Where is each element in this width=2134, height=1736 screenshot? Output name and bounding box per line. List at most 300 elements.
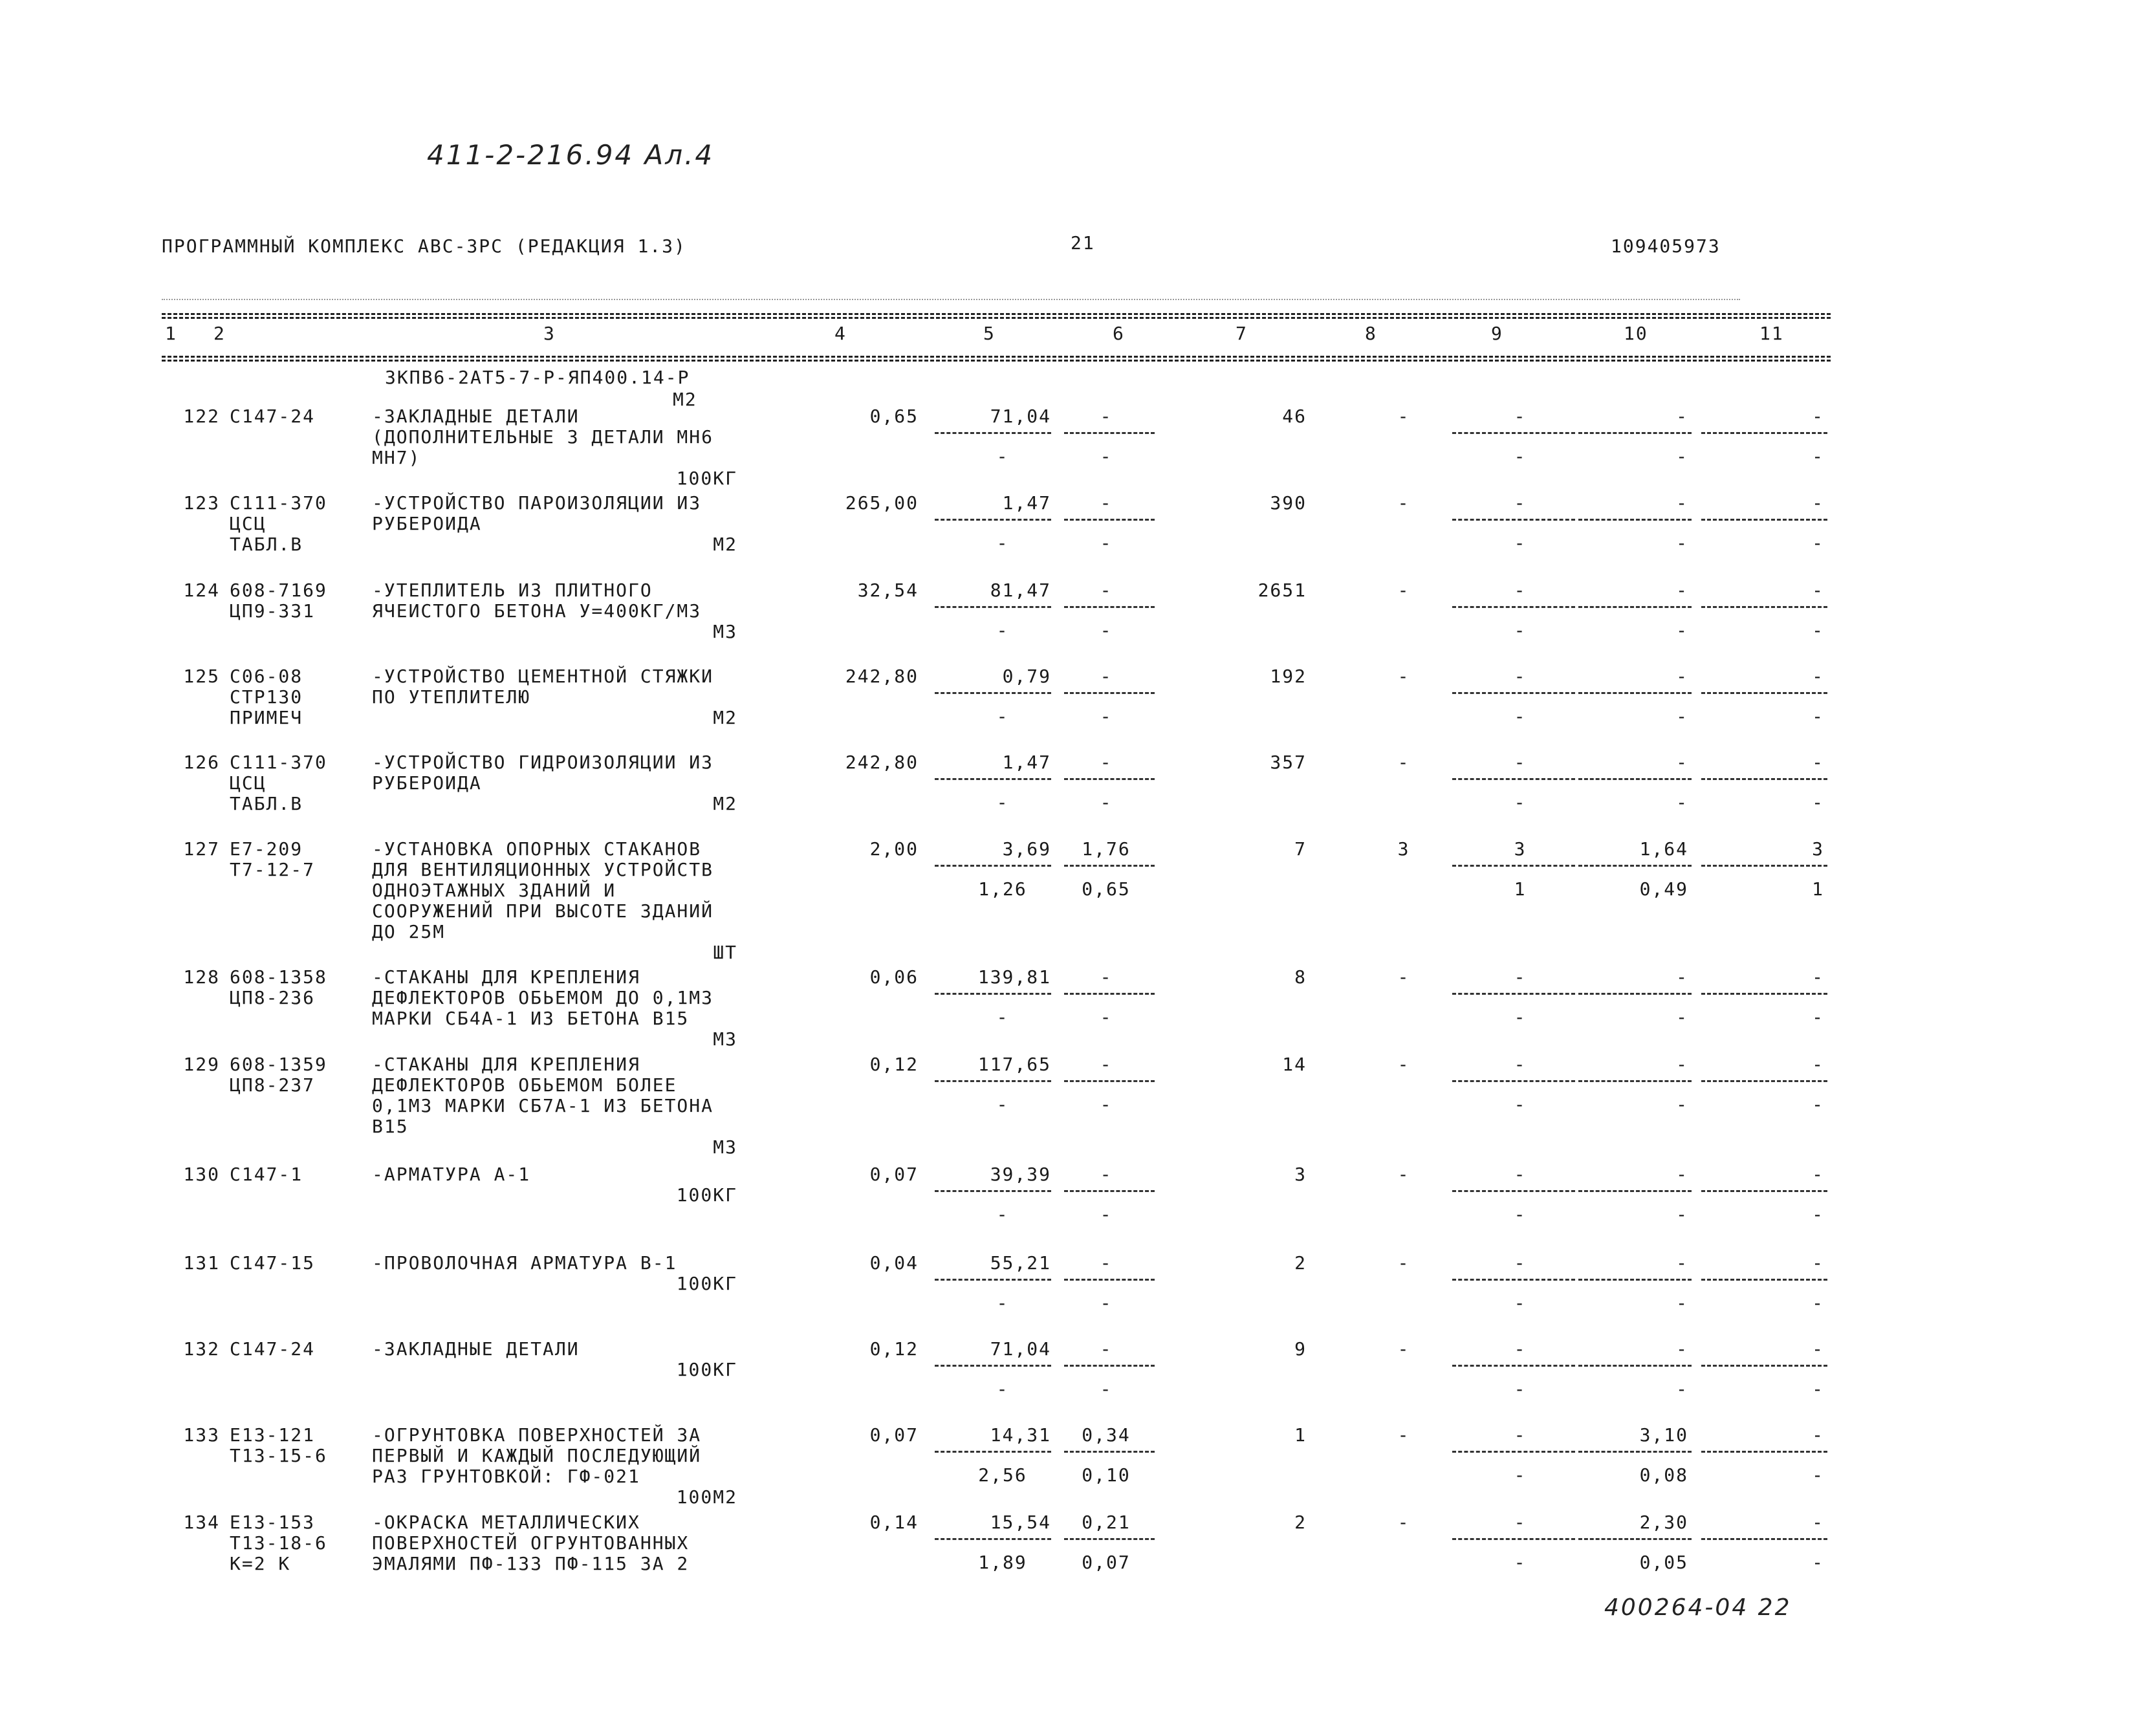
row-description: -ПРОВОЛОЧНАЯ АРМАТУРА В-1	[372, 1252, 677, 1274]
cell-col11-secondary: -	[1812, 1094, 1824, 1115]
underline-col5	[935, 606, 1051, 608]
row-number: 130	[183, 1164, 220, 1185]
underline-col9	[1452, 1538, 1575, 1540]
handwritten-doc-code: 411-2-216.94 Ал.4	[427, 139, 715, 171]
cell-col6-secondary: -	[1100, 706, 1113, 727]
cell-col6: 1,76	[1082, 838, 1131, 860]
cell-col9: -	[1514, 752, 1527, 773]
row-code: Т13-18-6	[230, 1532, 327, 1554]
cell-col11: -	[1812, 1424, 1824, 1446]
underline-col6	[1064, 993, 1155, 995]
cell-unit-price: 1,47	[1002, 492, 1051, 514]
cell-quantity: 0,14	[869, 1512, 919, 1533]
row-description: МН7)	[372, 447, 421, 468]
cell-col11: -	[1812, 1512, 1824, 1533]
underline-col9	[1452, 1451, 1575, 1453]
cell-col10-secondary: -	[1676, 1378, 1688, 1400]
cell-col11: -	[1812, 1252, 1824, 1274]
column-header-5: 5	[983, 323, 996, 344]
page-number: 21	[1071, 232, 1095, 254]
cell-col8: -	[1397, 1054, 1410, 1075]
row-unit: ШТ	[713, 942, 737, 963]
cell-quantity: 0,12	[869, 1338, 919, 1360]
cell-col10: -	[1676, 1164, 1688, 1185]
cell-col9-secondary: -	[1514, 792, 1527, 813]
underline-col11	[1701, 692, 1827, 694]
cell-unit-price-secondary: -	[996, 1378, 1009, 1400]
cell-quantity: 242,80	[845, 666, 919, 687]
cell-col9-secondary: -	[1514, 1292, 1527, 1314]
cell-col6-secondary: 0,10	[1082, 1464, 1131, 1486]
cell-total: 7	[1294, 838, 1307, 860]
cell-col8: -	[1397, 966, 1410, 988]
cell-col6-secondary: -	[1100, 620, 1113, 641]
cell-col10: -	[1676, 406, 1688, 427]
cell-col6-secondary: -	[1100, 446, 1113, 467]
header-bottom-rule	[162, 356, 1831, 358]
cell-unit-price: 0,79	[1002, 666, 1051, 687]
cell-col11-secondary: -	[1812, 1292, 1824, 1314]
column-header-3: 3	[543, 323, 556, 344]
handwritten-sheet-code: 400264-04 22	[1604, 1594, 1792, 1621]
row-code: ПРИМЕЧ	[230, 707, 303, 728]
cell-col9: 3	[1514, 838, 1527, 860]
cell-col9: -	[1514, 666, 1527, 687]
cell-col10-secondary: -	[1676, 446, 1688, 467]
cell-col9: -	[1514, 580, 1527, 601]
cell-col6-secondary: -	[1100, 1292, 1113, 1314]
cell-col10-secondary: -	[1676, 1094, 1688, 1115]
underline-col11	[1701, 1365, 1827, 1367]
row-number: 124	[183, 580, 220, 601]
underline-col11	[1701, 1279, 1827, 1281]
cell-col6: -	[1100, 492, 1113, 514]
cell-unit-price: 1,47	[1002, 752, 1051, 773]
cell-col10: 2,30	[1639, 1512, 1688, 1533]
underline-col9	[1452, 1279, 1575, 1281]
cell-unit-price-secondary: 1,89	[978, 1552, 1027, 1573]
row-description: ОДНОЭТАЖНЫХ ЗДАНИЙ И	[372, 880, 616, 901]
cell-col9: -	[1514, 1424, 1527, 1446]
cell-col9-secondary: 1	[1514, 878, 1527, 900]
cell-col10-secondary: -	[1676, 792, 1688, 813]
cell-col9-secondary: -	[1514, 1094, 1527, 1115]
row-description: -УСТРОЙСТВО ГИДРОИЗОЛЯЦИИ ИЗ	[372, 752, 714, 773]
underline-col6	[1064, 606, 1155, 608]
cell-total: 2651	[1258, 580, 1307, 601]
row-code: ЦП8-237	[230, 1074, 316, 1096]
cell-col10: 1,64	[1639, 838, 1688, 860]
cell-col11-secondary: -	[1812, 1378, 1824, 1400]
cell-total: 2	[1294, 1512, 1307, 1533]
column-header-1: 1	[165, 323, 177, 344]
row-code: С06-08	[230, 666, 303, 687]
underline-col6	[1064, 432, 1155, 434]
row-code: С147-24	[230, 406, 316, 427]
preamble-text: 3КПВ6-2АТ5-7-Р-ЯП400.14-Р	[385, 367, 690, 388]
column-header-11: 11	[1759, 323, 1784, 344]
cell-col8: -	[1397, 1424, 1410, 1446]
cell-unit-price-secondary: 1,26	[978, 878, 1027, 900]
underline-col5	[935, 1365, 1051, 1367]
cell-col10-secondary: 0,49	[1639, 878, 1688, 900]
cell-col10: -	[1676, 1338, 1688, 1360]
underline-col10	[1578, 865, 1692, 867]
cell-col10: -	[1676, 1252, 1688, 1274]
cell-col8: -	[1397, 406, 1410, 427]
cell-unit-price-secondary: 2,56	[978, 1464, 1027, 1486]
cell-col10: -	[1676, 1054, 1688, 1075]
cell-total: 3	[1294, 1164, 1307, 1185]
underline-col11	[1701, 865, 1827, 867]
cell-total: 46	[1282, 406, 1307, 427]
underline-col6	[1064, 1451, 1155, 1453]
cell-col9: -	[1514, 492, 1527, 514]
underline-col10	[1578, 519, 1692, 521]
row-description: РУБЕРОИДА	[372, 513, 482, 534]
cell-total: 14	[1282, 1054, 1307, 1075]
row-code: С111-370	[230, 752, 327, 773]
row-number: 127	[183, 838, 220, 860]
cell-col6: -	[1100, 1338, 1113, 1360]
underline-col10	[1578, 606, 1692, 608]
cell-quantity: 2,00	[869, 838, 919, 860]
cell-quantity: 265,00	[845, 492, 919, 514]
cell-col11: -	[1812, 406, 1824, 427]
cell-col11-secondary: 1	[1812, 878, 1824, 900]
cell-unit-price: 81,47	[990, 580, 1051, 601]
cell-col10-secondary: -	[1676, 1006, 1688, 1028]
cell-col10: -	[1676, 666, 1688, 687]
row-unit: 100КГ	[676, 468, 737, 489]
underline-col5	[935, 1538, 1051, 1540]
cell-col10: -	[1676, 580, 1688, 601]
document-number: 109405973	[1611, 235, 1721, 257]
row-code: ТАБЛ.В	[230, 793, 303, 814]
underline-col9	[1452, 1080, 1575, 1082]
underline-col6	[1064, 1080, 1155, 1082]
cell-col9: -	[1514, 1512, 1527, 1533]
cell-col6-secondary: -	[1100, 1378, 1113, 1400]
cell-total: 8	[1294, 966, 1307, 988]
column-header-6: 6	[1113, 323, 1125, 344]
underline-col5	[935, 1279, 1051, 1281]
cell-quantity: 0,12	[869, 1054, 919, 1075]
underline-col11	[1701, 1190, 1827, 1192]
header-bottom-rule-2	[162, 360, 1831, 362]
underline-col11	[1701, 1451, 1827, 1453]
underline-col6	[1064, 1190, 1155, 1192]
cell-total: 9	[1294, 1338, 1307, 1360]
row-description: ПЕРВЫЙ И КАЖДЫЙ ПОСЛЕДУЮЩИЙ	[372, 1445, 702, 1466]
underline-col5	[935, 1190, 1051, 1192]
cell-col10-secondary: -	[1676, 532, 1688, 554]
cell-col6: -	[1100, 752, 1113, 773]
row-code: 608-1359	[230, 1054, 327, 1075]
cell-unit-price: 14,31	[990, 1424, 1051, 1446]
row-description: -УСТАНОВКА ОПОРНЫХ СТАКАНОВ	[372, 838, 702, 860]
cell-col11: -	[1812, 1164, 1824, 1185]
column-header-2: 2	[213, 323, 226, 344]
row-description: ПО УТЕПЛИТЕЛЮ	[372, 686, 531, 708]
row-description: (ДОПОЛНИТЕЛЬНЫЕ 3 ДЕТАЛИ МН6	[372, 426, 714, 448]
column-header-9: 9	[1491, 323, 1503, 344]
cell-col6: 0,34	[1082, 1424, 1131, 1446]
underline-col9	[1452, 993, 1575, 995]
underline-col9	[1452, 519, 1575, 521]
cell-col9: -	[1514, 406, 1527, 427]
cell-total: 357	[1270, 752, 1307, 773]
cell-col9-secondary: -	[1514, 1006, 1527, 1028]
row-description: -УТЕПЛИТЕЛЬ ИЗ ПЛИТНОГО	[372, 580, 653, 601]
row-code: ТАБЛ.В	[230, 534, 303, 555]
cell-col6: -	[1100, 406, 1113, 427]
row-description: -УСТРОЙСТВО ЦЕМЕНТНОЙ СТЯЖКИ	[372, 666, 714, 687]
row-unit: М3	[713, 1028, 737, 1050]
underline-col10	[1578, 432, 1692, 434]
column-header-4: 4	[834, 323, 847, 344]
table-top-rule-2	[162, 317, 1831, 319]
cell-col10: -	[1676, 752, 1688, 773]
program-title: ПРОГРАММНЫЙ КОМПЛЕКС АВС-3РС (РЕДАКЦИЯ 1.3)	[162, 235, 686, 257]
underline-col11	[1701, 1538, 1827, 1540]
row-description: ПОВЕРХНОСТЕЙ ОГРУНТОВАННЫХ	[372, 1532, 690, 1554]
cell-total: 192	[1270, 666, 1307, 687]
cell-col6: -	[1100, 966, 1113, 988]
row-description: ЯЧЕИСТОГО БЕТОНА У=400КГ/М3	[372, 600, 702, 622]
cell-col9-secondary: -	[1514, 620, 1527, 641]
row-description: МАРКИ СБ4А-1 ИЗ БЕТОНА В15	[372, 1008, 690, 1029]
row-description: РАЗ ГРУНТОВКОЙ: ГФ-021	[372, 1466, 640, 1487]
underline-col9	[1452, 432, 1575, 434]
row-description: -ОКРАСКА МЕТАЛЛИЧЕСКИХ	[372, 1512, 640, 1533]
cell-unit-price: 3,69	[1002, 838, 1051, 860]
row-code: Е13-153	[230, 1512, 316, 1533]
cell-col9: -	[1514, 966, 1527, 988]
row-description: ДО 25М	[372, 921, 446, 942]
cell-total: 2	[1294, 1252, 1307, 1274]
cell-col11: -	[1812, 1338, 1824, 1360]
row-unit: 100М2	[676, 1486, 737, 1508]
row-unit: 100КГ	[676, 1184, 737, 1206]
row-code: Т13-15-6	[230, 1445, 327, 1466]
cell-col8: -	[1397, 1338, 1410, 1360]
cell-col6: -	[1100, 1252, 1113, 1274]
underline-col6	[1064, 1279, 1155, 1281]
cell-col9: -	[1514, 1338, 1527, 1360]
cell-col10-secondary: -	[1676, 1204, 1688, 1225]
row-code: Е7-209	[230, 838, 303, 860]
row-description: 0,1М3 МАРКИ СБ7А-1 ИЗ БЕТОНА	[372, 1095, 714, 1116]
cell-col10-secondary: 0,08	[1639, 1464, 1688, 1486]
underline-col5	[935, 1080, 1051, 1082]
cell-col11-secondary: -	[1812, 706, 1824, 727]
cell-col10-secondary: -	[1676, 706, 1688, 727]
row-number: 128	[183, 966, 220, 988]
row-code: ЦСЦ	[230, 513, 267, 534]
cell-unit-price: 71,04	[990, 1338, 1051, 1360]
underline-col10	[1578, 1451, 1692, 1453]
cell-col8: 3	[1397, 838, 1410, 860]
cell-unit-price: 15,54	[990, 1512, 1051, 1533]
column-header-7: 7	[1236, 323, 1248, 344]
row-unit: М2	[713, 534, 737, 555]
row-description: СООРУЖЕНИЙ ПРИ ВЫСОТЕ ЗДАНИЙ	[372, 900, 714, 922]
underline-col5	[935, 519, 1051, 521]
cell-col6-secondary: -	[1100, 1094, 1113, 1115]
row-description: -ЗАКЛАДНЫЕ ДЕТАЛИ	[372, 1338, 580, 1360]
row-number: 131	[183, 1252, 220, 1274]
cell-col11-secondary: -	[1812, 1006, 1824, 1028]
cell-col9-secondary: -	[1514, 1464, 1527, 1486]
cell-unit-price-secondary: -	[996, 1292, 1009, 1314]
row-code: Т7-12-7	[230, 859, 316, 880]
underline-col6	[1064, 1365, 1155, 1367]
cell-unit-price-secondary: -	[996, 446, 1009, 467]
row-code: К=2 К	[230, 1553, 291, 1574]
cell-total: 1	[1294, 1424, 1307, 1446]
preamble-unit: М2	[673, 389, 697, 410]
underline-col11	[1701, 993, 1827, 995]
cell-col8: -	[1397, 580, 1410, 601]
row-description: -СТАКАНЫ ДЛЯ КРЕПЛЕНИЯ	[372, 1054, 640, 1075]
underline-col11	[1701, 432, 1827, 434]
cell-unit-price: 117,65	[977, 1054, 1051, 1075]
row-number: 132	[183, 1338, 220, 1360]
cell-col11: -	[1812, 752, 1824, 773]
underline-col6	[1064, 1538, 1155, 1540]
row-code: СТР130	[230, 686, 303, 708]
cell-col6: 0,21	[1082, 1512, 1131, 1533]
underline-col11	[1701, 519, 1827, 521]
underline-col9	[1452, 1190, 1575, 1192]
cell-col8: -	[1397, 492, 1410, 514]
cell-unit-price-secondary: -	[996, 1006, 1009, 1028]
row-unit: М3	[713, 621, 737, 642]
cell-unit-price-secondary: -	[996, 620, 1009, 641]
cell-unit-price-secondary: -	[996, 1204, 1009, 1225]
cell-col6: -	[1100, 666, 1113, 687]
row-unit: 100КГ	[676, 1359, 737, 1380]
row-description: -ЗАКЛАДНЫЕ ДЕТАЛИ	[372, 406, 580, 427]
row-description: -УСТРОЙСТВО ПАРОИЗОЛЯЦИИ ИЗ	[372, 492, 702, 514]
cell-col11-secondary: -	[1812, 1464, 1824, 1486]
underline-col11	[1701, 606, 1827, 608]
cell-col11-secondary: -	[1812, 1204, 1824, 1225]
cell-col11-secondary: -	[1812, 532, 1824, 554]
row-number: 122	[183, 406, 220, 427]
row-number: 125	[183, 666, 220, 687]
row-description: -ОГРУНТОВКА ПОВЕРХНОСТЕЙ ЗА	[372, 1424, 702, 1446]
row-number: 129	[183, 1054, 220, 1075]
cell-unit-price: 39,39	[990, 1164, 1051, 1185]
cell-col9-secondary: -	[1514, 1204, 1527, 1225]
cell-col11: -	[1812, 492, 1824, 514]
row-code: ЦСЦ	[230, 772, 267, 794]
table-top-rule	[162, 313, 1831, 315]
cell-quantity: 0,07	[869, 1164, 919, 1185]
cell-col8: -	[1397, 1512, 1410, 1533]
cell-col10: 3,10	[1639, 1424, 1688, 1446]
row-code: ЦП8-236	[230, 987, 316, 1008]
row-code: С111-370	[230, 492, 327, 514]
cell-unit-price-secondary: -	[996, 792, 1009, 813]
underline-col10	[1578, 1190, 1692, 1192]
cell-col6-secondary: 0,07	[1082, 1552, 1131, 1573]
cell-col9: -	[1514, 1252, 1527, 1274]
row-code: С147-24	[230, 1338, 316, 1360]
cell-col8: -	[1397, 1252, 1410, 1274]
cell-col6-secondary: 0,65	[1082, 878, 1131, 900]
row-unit: М2	[713, 707, 737, 728]
row-description: В15	[372, 1116, 409, 1137]
row-description: ЭМАЛЯМИ ПФ-133 ПФ-115 ЗА 2	[372, 1553, 690, 1574]
cell-quantity: 32,54	[857, 580, 919, 601]
underline-col5	[935, 432, 1051, 434]
cell-quantity: 0,06	[869, 966, 919, 988]
row-code: 608-1358	[230, 966, 327, 988]
cell-quantity: 0,07	[869, 1424, 919, 1446]
cell-unit-price: 139,81	[977, 966, 1051, 988]
cell-col10: -	[1676, 966, 1688, 988]
row-description: -АРМАТУРА А-1	[372, 1164, 531, 1185]
underline-col10	[1578, 778, 1692, 780]
cell-unit-price-secondary: -	[996, 706, 1009, 727]
cell-quantity: 0,04	[869, 1252, 919, 1274]
cell-col11-secondary: -	[1812, 620, 1824, 641]
row-code: С147-15	[230, 1252, 316, 1274]
row-number: 123	[183, 492, 220, 514]
cell-unit-price-secondary: -	[996, 1094, 1009, 1115]
cell-col9-secondary: -	[1514, 1378, 1527, 1400]
row-number: 126	[183, 752, 220, 773]
cell-col11-secondary: -	[1812, 792, 1824, 813]
cell-col11-secondary: -	[1812, 446, 1824, 467]
underline-col10	[1578, 1538, 1692, 1540]
underline-col5	[935, 993, 1051, 995]
cell-col11: -	[1812, 1054, 1824, 1075]
underline-col10	[1578, 692, 1692, 694]
underline-col6	[1064, 692, 1155, 694]
underline-col9	[1452, 692, 1575, 694]
column-header-8: 8	[1365, 323, 1377, 344]
cell-col9: -	[1514, 1054, 1527, 1075]
row-code: С147-1	[230, 1164, 303, 1185]
cell-total: 390	[1270, 492, 1307, 514]
underline-col6	[1064, 519, 1155, 521]
cell-unit-price: 71,04	[990, 406, 1051, 427]
cell-col11: 3	[1812, 838, 1824, 860]
row-code: Е13-121	[230, 1424, 316, 1446]
cell-col6-secondary: -	[1100, 532, 1113, 554]
cell-col6: -	[1100, 1054, 1113, 1075]
underline-col5	[935, 692, 1051, 694]
underline-col9	[1452, 1365, 1575, 1367]
underline-col10	[1578, 1279, 1692, 1281]
cell-col10-secondary: -	[1676, 620, 1688, 641]
row-code: ЦП9-331	[230, 600, 316, 622]
row-number: 134	[183, 1512, 220, 1533]
cell-col11: -	[1812, 666, 1824, 687]
cell-col10-secondary: 0,05	[1639, 1552, 1688, 1573]
row-description: ДЕФЛЕКТОРОВ ОБЬЕМОМ БОЛЕЕ	[372, 1074, 677, 1096]
cell-col8: -	[1397, 666, 1410, 687]
underline-col5	[935, 1451, 1051, 1453]
underline-col6	[1064, 778, 1155, 780]
cell-col9-secondary: -	[1514, 706, 1527, 727]
underline-col10	[1578, 993, 1692, 995]
row-unit: 100КГ	[676, 1273, 737, 1294]
